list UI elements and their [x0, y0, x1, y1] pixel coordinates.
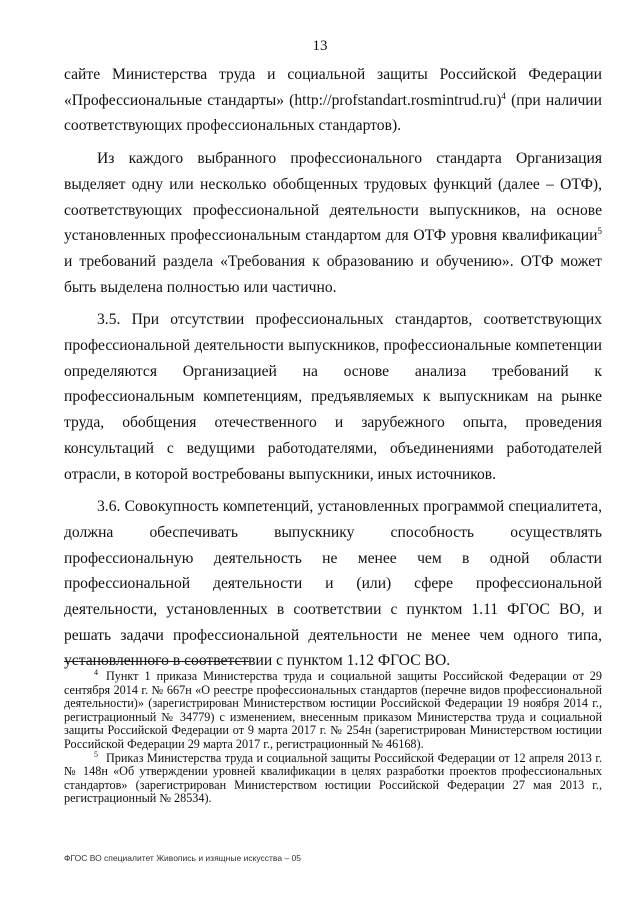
- paragraph-text: и требований раздела «Требования к образованию и обучению». ОТФ может быть выделена полностью или частично.: [64, 252, 602, 296]
- footnote-text: Приказ Министерства труда и социальной защиты Российской Федерации от 12 апреля 2013 г. № 148н «Об утверждении уровней квалификации в целях разработки проектов профессиональных стандартов» (зарегистрирован Министерством юстиции Российской Федерации 27 мая 2013 г., регистрационный № 28534).: [64, 750, 602, 806]
- paragraph-continuation: [64, 62, 602, 139]
- footnotes: [64, 670, 602, 806]
- footnote-mark: 5: [94, 749, 98, 759]
- footnote-mark: 4: [94, 668, 98, 677]
- document-footer: ФГОС ВО специалитет Живопись и изящные искусства – 05: [64, 853, 301, 863]
- footnote-4: [64, 670, 602, 752]
- paragraph-3-5: 3.5. При отсутствии профессиональных стандартов, соответствующих профессиональной деятельности выпускников, профессиональные компетенции определяются Организацией на основе анализа требований к профессиональным компетенциям, предъявляемых к выпускникам на рынке труда, обобщения отечественного и зарубежного опыта, проведения консультаций с ведущими работодателями, объединениями работодателей отрасли, в которой востребованы выпускники, иных источников.: [64, 311, 602, 483]
- paragraph-text: Из каждого выбранного профессионального стандарта Организация выделяет одну или несколько обобщенных трудовых функций (далее – ОТФ), соответствующих профессиональной деятельности выпускников, на основе установленных профессиональным стандартом для ОТФ уровня квалификации: [64, 150, 602, 245]
- footnote-reference-4: 4: [501, 90, 506, 101]
- paragraph-text: сайте Министерства труда и социальной защиты Российской Федерации «Профессиональные стандарты» (http://profstandart.rosmintrud.ru): [64, 66, 602, 109]
- footnote-5: [64, 749, 602, 806]
- paragraph-text: (при наличии соответствующих профессиональных стандартов).: [64, 91, 602, 135]
- footnote-divider: [64, 661, 249, 662]
- main-text: [64, 62, 602, 681]
- page-number: 13: [312, 38, 328, 54]
- footnote-text: Пункт 1 приказа Министерства труда и социальной защиты Российской Федерации от 29 сентября 2014 г. № 667н «О реестре профессиональных стандартов (перечне видов профессиональной деятельности)» (зарегистрирован Министерством юстиции Российской Федерации 19 ноября 2014 г., регистрационный № 34779) с изменением, внесенным приказом Министерства труда и социальной защиты Российской Федерации от 9 марта 2017 г. № 254н (зарегистрирован Министерством юстиции Российской Федерации 29 марта 2017 г., регистрационный № 46168).: [64, 669, 602, 751]
- paragraph-otf: [64, 146, 602, 300]
- footnote-reference-5: 5: [597, 226, 602, 237]
- paragraph-3-6: 3.6. Совокупность компетенций, установленных программой специалитета, должна обеспечивать выпускнику способность осуществлять профессиональную деятельность не менее чем в одной области профессиональной деятельности и (или) сфере профессиональной деятельности, установленных в соответствии с пунктом 1.11 ФГОС ВО, и решать задачи профессиональной деятельности не менее чем одного типа, установленного в соответствии с пунктом 1.12 ФГОС ВО.: [64, 498, 602, 670]
